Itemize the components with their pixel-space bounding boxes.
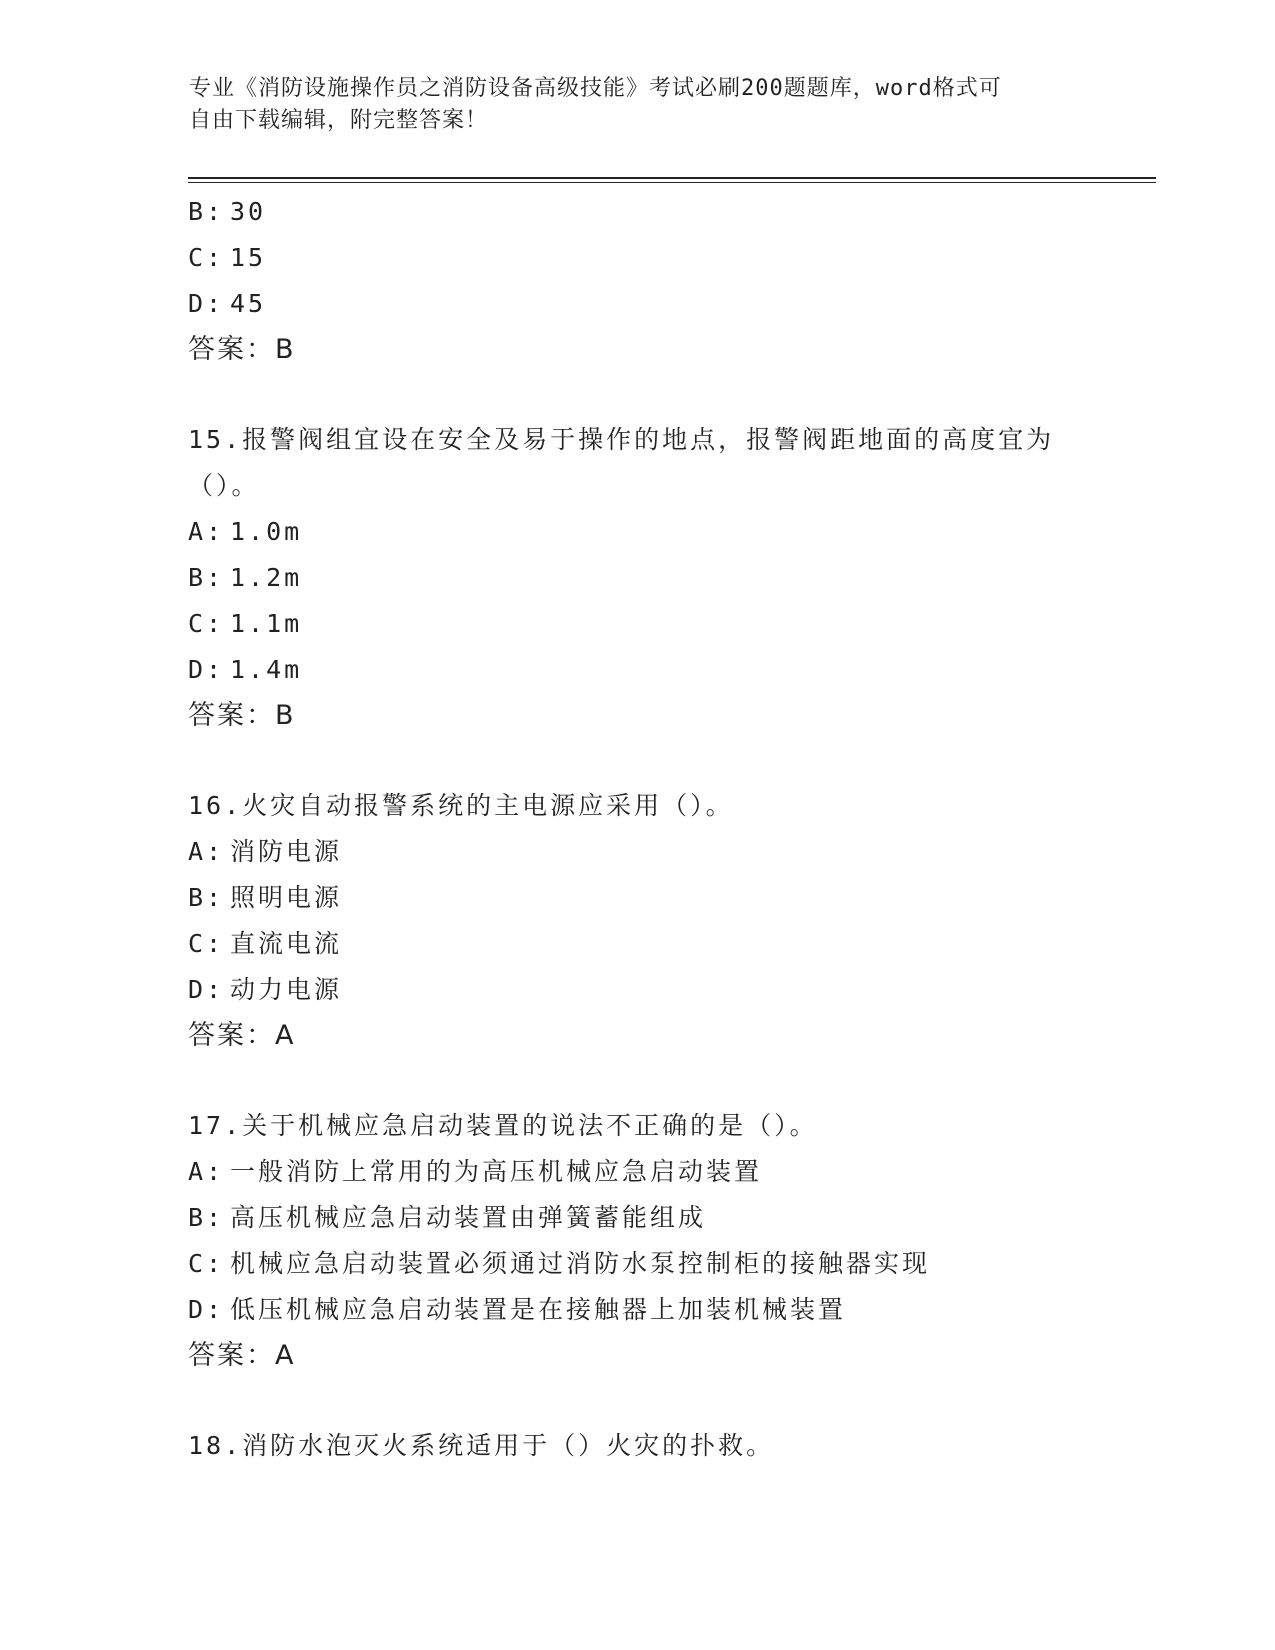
spacer [188, 1379, 1088, 1423]
option-c [188, 921, 1088, 967]
spacer [188, 739, 1088, 783]
spacer [188, 1059, 1088, 1103]
question-15 [188, 417, 1088, 739]
option-d [188, 647, 1088, 693]
option-text: 15 [230, 243, 267, 272]
option-text: 低压机械应急启动装置是在接触器上加装机械装置 [230, 1295, 847, 1324]
option-letter: A: [188, 837, 225, 866]
question-18 [188, 1423, 1088, 1469]
option-letter: B: [188, 1203, 225, 1232]
option-text: 45 [230, 289, 267, 318]
option-b [188, 189, 1088, 235]
option-c [188, 1241, 1088, 1287]
option-letter: A: [188, 1157, 225, 1186]
option-text: 高压机械应急启动装置由弹簧蓄能组成 [230, 1203, 707, 1232]
option-letter: B: [188, 197, 225, 226]
option-text: 1.4m [230, 655, 303, 684]
option-text: 动力电源 [230, 975, 343, 1004]
option-a [188, 509, 1088, 555]
answer-line: 答案：A [188, 1340, 296, 1371]
option-letter: B: [188, 563, 225, 592]
option-a [188, 1149, 1088, 1195]
option-text: 一般消防上常用的为高压机械应急启动装置 [230, 1157, 763, 1186]
option-letter: B: [188, 883, 225, 912]
spacer [188, 373, 1088, 417]
option-text: 直流电流 [230, 929, 343, 958]
option-letter: D: [188, 1295, 225, 1324]
answer-line: 答案：B [188, 700, 296, 731]
question-16 [188, 783, 1088, 1059]
header-title-line-2: 自由下载编辑，附完整答案！ [189, 108, 489, 133]
option-letter: A: [188, 517, 225, 546]
option-text: 1.1m [230, 609, 303, 638]
option-letter: C: [188, 609, 225, 638]
option-letter: D: [188, 655, 225, 684]
option-a [188, 829, 1088, 875]
option-letter: D: [188, 975, 225, 1004]
option-letter: C: [188, 929, 225, 958]
answer-line: 答案：B [188, 334, 296, 365]
option-text: 机械应急启动装置必须通过消防水泵控制柜的接触器实现 [230, 1249, 931, 1278]
option-letter: D: [188, 289, 225, 318]
question-stem: 16.火灾自动报警系统的主电源应采用（）。 [188, 791, 734, 820]
option-c [188, 601, 1088, 647]
option-letter: C: [188, 1249, 225, 1278]
option-text: 消防电源 [230, 837, 343, 866]
option-b [188, 555, 1088, 601]
option-d [188, 1287, 1088, 1333]
option-letter: C: [188, 243, 225, 272]
answer-line: 答案：A [188, 1020, 296, 1051]
header-title-line-1: 专业《消防设施操作员之消防设备高级技能》考试必刷200题题库，word格式可 [189, 76, 1002, 101]
question-14 [188, 189, 1088, 373]
question-stem: 17.关于机械应急启动装置的说法不正确的是（）。 [188, 1111, 818, 1140]
option-text: 1.0m [230, 517, 303, 546]
option-text: 照明电源 [230, 883, 343, 912]
option-text: 1.2m [230, 563, 303, 592]
question-stem-continued: （）。 [188, 471, 260, 500]
question-stem: 15.报警阀组宜设在安全及易于操作的地点，报警阀距地面的高度宜为 [188, 425, 1055, 454]
question-list [188, 189, 1088, 1469]
option-d [188, 281, 1088, 327]
question-17 [188, 1103, 1088, 1379]
header-divider [188, 177, 1156, 183]
document-header [189, 73, 1069, 137]
option-b [188, 1195, 1088, 1241]
option-c [188, 235, 1088, 281]
option-d [188, 967, 1088, 1013]
option-b [188, 875, 1088, 921]
question-stem: 18.消防水泡灭火系统适用于（）火灾的扑救。 [188, 1431, 775, 1460]
option-text: 30 [230, 197, 267, 226]
